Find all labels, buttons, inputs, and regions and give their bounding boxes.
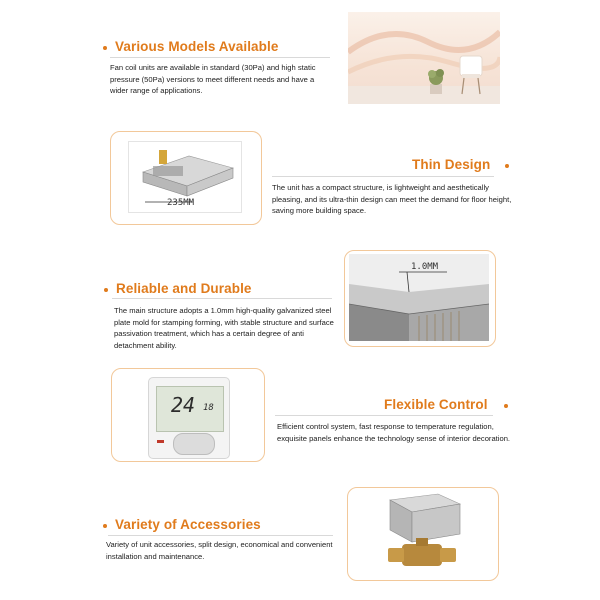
- text-thin-design: The unit has a compact structure, is lightweight and aesthetically pleasing, and its ultra-thin design can meet the demand for floor height, saving more building space.: [272, 183, 512, 215]
- room-illustration-icon: [348, 12, 500, 104]
- thermostat-photo: [148, 377, 230, 459]
- heading-variety-accessories: Variety of Accessories: [115, 517, 261, 532]
- heading-bullet-icon: [504, 404, 508, 408]
- thermostat-keypad: [173, 433, 215, 455]
- heading-rule: [108, 535, 333, 536]
- heading-thin-design: Thin Design: [412, 157, 491, 172]
- thermostat-set-temp: 18: [203, 403, 214, 413]
- heading-rule: [275, 415, 493, 416]
- text-reliable-durable: The main structure adopts a 1.0mm high-quality galvanized steel plate mold for stamping forming, with stable structure and surface passivation treatment, which has a certain degree of anti detachment ability.: [114, 306, 334, 350]
- thermostat-screen: [156, 386, 224, 432]
- text-various-models: Fan coil units are available in standard (30Pa) and high static pressure (50Pa) versions to meet different needs and have a wider range of applications.: [110, 63, 316, 95]
- heading-reliable-durable: Reliable and Durable: [116, 281, 252, 296]
- motorized-valve-icon: [378, 490, 468, 576]
- room-photo: [348, 12, 500, 104]
- heading-bullet-icon: [104, 288, 108, 292]
- heading-bullet-icon: [103, 524, 107, 528]
- valve-photo: [378, 490, 468, 576]
- power-indicator-icon: [157, 440, 164, 443]
- fan-coil-photo: [128, 141, 242, 213]
- thermostat-room-temp: 24: [171, 393, 196, 417]
- heading-flexible-control: Flexible Control: [384, 397, 488, 412]
- heading-various-models: Various Models Available: [115, 39, 279, 54]
- thin-dimension-label: 235MM: [167, 198, 195, 208]
- heading-bullet-icon: [103, 46, 107, 50]
- steel-plate-photo: [349, 254, 489, 341]
- plate-thickness-label: 1.0MM: [411, 262, 439, 272]
- heading-rule: [112, 298, 332, 299]
- text-flexible-control: Efficient control system, fast response to temperature regulation, exquisite panels enhance the technology sense of interior decoration.: [277, 422, 511, 443]
- heading-rule: [110, 57, 330, 58]
- heading-bullet-icon: [505, 164, 509, 168]
- heading-rule: [272, 176, 494, 177]
- text-variety-accessories: Variety of unit accessories, split design, economical and convenient installation and maintenance.: [106, 540, 333, 561]
